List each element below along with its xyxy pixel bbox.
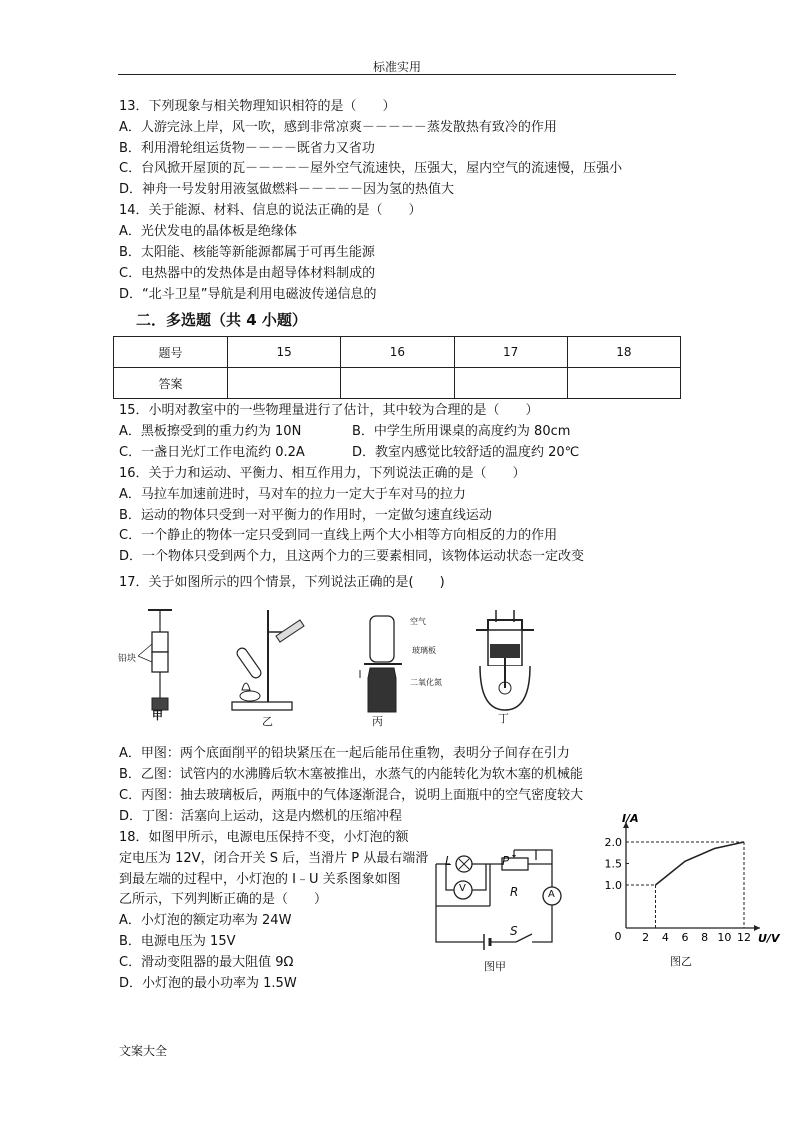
origin-label: 0 [614,930,622,943]
header-rule [118,74,676,75]
table-cell: 答案 [114,368,228,399]
x-tick-label: 2 [642,931,650,944]
figure-yi-test-tube [228,606,308,716]
answer-cell[interactable] [341,368,454,399]
circuit-caption: 图甲 [484,960,506,973]
q17-option-a: A．甲图：两个底面削平的铅块紧压在一起后能吊住重物，表明分子间存在引力 [119,746,570,761]
q15-option-c: C．一盏日光灯工作电流约 0.2A [119,445,305,460]
slider-label: P [502,854,510,868]
q14-option-c: C．电热器中的发热体是由超导体材料制成的 [119,266,376,281]
lamp-label: L [445,854,452,868]
figure-bing-gas-bottles [358,612,418,720]
iu-graph [600,810,780,950]
y-axis-label: I/A [622,812,639,825]
table-row [114,337,681,368]
x-tick-label: 8 [701,931,709,944]
q13-option-d: D．神舟一号发射用液氢做燃料－－－－－因为氢的热值大 [119,182,455,197]
voltmeter-label: V [459,883,466,894]
figure-ding-engine [470,610,540,718]
q17-option-b: B．乙图：试管内的水沸腾后软木塞被推出，水蒸气的内能转化为软木塞的机械能 [119,767,583,782]
q14-option-a: A．光伏发电的晶体板是绝缘体 [119,224,297,239]
ammeter-label: A [548,889,555,900]
y-tick-label: 1.0 [604,879,622,892]
q15-stem: 15．小明对教室中的一些物理量进行了估计，其中较为合理的是（ ） [119,403,539,418]
q17-option-c: C．丙图：抽去玻璃板后，两瓶中的气体逐渐混合，说明上面瓶中的空气密度较大 [119,788,584,803]
q15-option-a: A．黑板擦受到的重力约为 10N [119,424,302,439]
table-cell: 16 [341,337,454,368]
figure-ding-caption: 丁 [498,712,509,725]
q14-option-b: B．太阳能、核能等新能源都属于可再生能源 [119,245,375,260]
q18-option-a: A．小灯泡的额定功率为 24W [119,913,292,928]
graph-caption: 图乙 [670,955,692,968]
q18-stem-line-2: 定电压为 12V，闭合开关 S 后，当滑片 P 从最右端滑 [119,851,429,866]
q16-option-a: A．马拉车加速前进时，马对车的拉力一定大于车对马的拉力 [119,487,466,502]
x-axis-label: U/V [758,932,780,945]
q13-stem: 13．下列现象与相关物理知识相符的是（ ） [119,99,396,114]
y-tick-label: 2.0 [604,836,622,849]
answer-table [113,336,681,399]
rheostat-label: R [510,885,519,899]
q18-stem-line-4: 乙所示，下列判断正确的是（ ） [119,892,328,907]
q14-stem: 14．关于能源、材料、信息的说法正确的是（ ） [119,203,422,218]
page-header: 标准实用 [372,60,421,74]
q14-option-d: D．“北斗卫星”导航是利用电磁波传递信息的 [119,287,377,302]
iu-curve [656,842,745,885]
table-cell: 17 [454,337,567,368]
figure-jia-lead-blocks [120,610,190,720]
table-cell: 18 [567,337,680,368]
q15-option-b: B．中学生所用课桌的高度约为 80cm [352,424,571,439]
figure-jia-caption: 甲 [152,709,163,722]
x-tick-label: 6 [681,931,689,944]
lead-block-label: 铅块 [118,654,137,664]
q13-option-b: B．利用滑轮组运货物－－－－既省力又省功 [119,141,375,156]
q13-option-a: A．人游完泳上岸，风一吹，感到非常凉爽－－－－－蒸发散热有致冷的作用 [119,120,557,135]
table-row [114,368,681,399]
q18-option-c: C．滑动变阻器的最大阻值 9Ω [119,955,294,970]
q18-option-b: B．电源电压为 15V [119,934,236,949]
answer-cell[interactable] [228,368,341,399]
glass-plate-label: 玻璃板 [412,646,436,655]
q18-stem-line-1: 18．如图甲所示，电源电压保持不变，小灯泡的额 [119,830,409,845]
q17-option-d: D．丁图：活塞向上运动，这是内燃机的压缩冲程 [119,809,403,824]
figure-yi-caption: 乙 [262,715,273,728]
switch-label: S [510,924,518,938]
answer-cell[interactable] [567,368,680,399]
y-tick-label: 1.5 [604,857,622,871]
section-title: 二．多选题（共 4 小题） [136,311,307,329]
q16-option-b: B．运动的物体只受到一对平衡力的作用时，一定做匀速直线运动 [119,508,492,523]
x-axis-arrow [754,925,760,931]
q18-stem-line-3: 到最左端的过程中，小灯泡的 I﹣U 关系图象如图 [119,872,401,887]
x-tick-label: 4 [661,931,669,944]
x-tick-label: 10 [717,931,732,944]
table-cell: 15 [228,337,341,368]
answer-cell[interactable] [454,368,567,399]
q15-option-d: D．教室内感觉比较舒适的温度约 20℃ [352,445,580,460]
q16-option-c: C．一个静止的物体一定只受到同一直线上两个大小相等方向相反的力的作用 [119,528,558,543]
figure-bing-caption: 丙 [372,715,383,728]
page-footer: 文案大全 [119,1044,168,1058]
x-tick-label: 12 [737,931,751,944]
air-label: 空气 [410,617,426,626]
q16-option-d: D．一个物体只受到两个力，且这两个力的三要素相同，该物体运动状态一定改变 [119,549,585,564]
q13-option-c: C．台风掀开屋顶的瓦－－－－－屋外空气流速快，压强大，屋内空气的流速慢，压强小 [119,161,623,176]
table-cell: 题号 [114,337,228,368]
nitrogen-dioxide-label: 二氧化氮 [410,678,442,687]
q18-option-d: D．小灯泡的最小功率为 1.5W [119,976,297,991]
q17-stem: 17．关于如图所示的四个情景，下列说法正确的是( ) [119,575,445,590]
q16-stem: 16．关于力和运动、平衡力、相互作用力，下列说法正确的是（ ） [119,466,526,481]
